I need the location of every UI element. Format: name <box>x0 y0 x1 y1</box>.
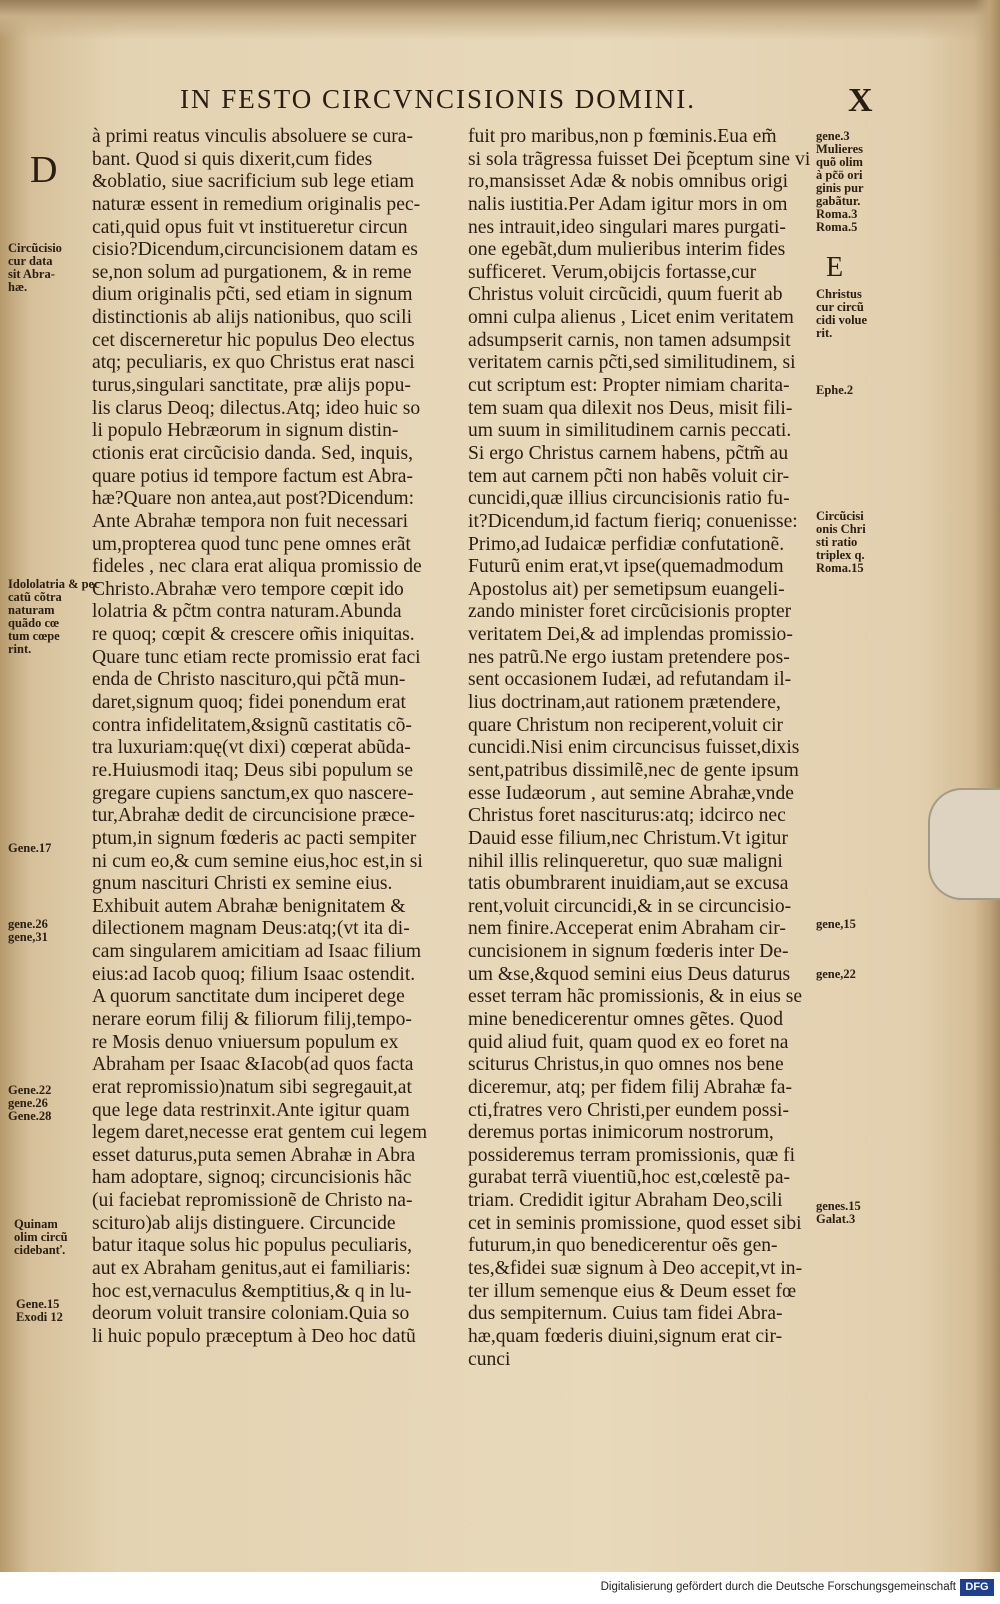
marginal-note-line: gene,15 <box>816 917 856 931</box>
folio-number: X <box>848 82 873 119</box>
text-line: um &se,&quod semini eius Deus daturus <box>468 963 791 985</box>
text-line: hæ,quam fœderis diuini,signum erat cir- <box>468 1325 783 1347</box>
marginal-note <box>816 918 856 931</box>
text-line: sciturо)ab alijs distinguere. Circuncide <box>92 1212 396 1234</box>
marginal-note <box>8 1084 51 1123</box>
text-line: esset terram hãc promissionis, & in eius se <box>468 986 803 1008</box>
text-line: cati,quid opus fuit vt institueretur circun <box>92 216 408 238</box>
text-line: A quorum sanctitate dum inciperet dege <box>92 986 405 1008</box>
marginal-note <box>816 384 853 397</box>
text-line: um,propterea quod tunc pene omnes erãt <box>92 533 411 555</box>
section-marker-e: E <box>826 252 844 283</box>
text-line: ctionis erat circũcisio danda. Sed, inquis, <box>92 442 414 464</box>
text-line: eius:ad Iacob quoq; filium Isaac ostendit. <box>92 963 416 985</box>
text-line: sciturus Christus,in quo omnes nos bene <box>468 1054 784 1076</box>
text-line: li huic populo præceptum à Deo hoc datũ <box>92 1325 416 1347</box>
text-line: sent occasionem Iudæi, ad refutandam il- <box>468 669 792 691</box>
marginal-note-line: quãdo cœ <box>8 616 60 630</box>
marginal-note-line: gene,31 <box>8 930 48 944</box>
marginal-note-line: Gene.22 <box>8 1083 52 1097</box>
text-line: naturæ essent in remedium originalis pec- <box>92 193 421 215</box>
text-line: (ui faciebat repromissionẽ de Christo na- <box>92 1190 413 1212</box>
marginal-note-line: Exodi 12 <box>16 1310 63 1324</box>
text-line: legem daret,necesse erat gentem cui legem <box>92 1122 428 1144</box>
marginal-note-line: tum cœpe <box>8 629 60 643</box>
text-line: nem finire.Acceperat enim Abraham cir- <box>468 918 786 940</box>
marginal-note <box>816 510 866 575</box>
text-line: &oblatio, siue sacrificium sub lege etiam <box>92 171 415 193</box>
footer-bar <box>0 1572 1000 1604</box>
text-line: adsumpserit carnis, non tamen adsumpsit <box>468 329 791 351</box>
marginal-note-line: Christus <box>816 287 862 301</box>
marginal-note <box>8 842 51 855</box>
marginal-note-line: triplex q. <box>816 548 865 562</box>
marginal-note <box>816 968 856 981</box>
text-line: gregare cupiens sanctum,ex quo nascere- <box>92 782 414 804</box>
text-line: deremus portas inimicorum nostrorum, <box>468 1122 774 1144</box>
text-line: tra luxuriam:quę(vt dixi) cœperat abũda- <box>92 737 411 759</box>
marginal-note-line: Ephe.2 <box>816 383 854 397</box>
marginal-note-line: sit Abra- <box>8 267 55 281</box>
marginal-note-line: Circũcisi <box>816 509 864 523</box>
text-line: Christus voluit circũcidi, quum fuerit ab <box>468 284 783 306</box>
text-line: cuncidi.Nisi enim circuncisus fuisset,dixis <box>468 737 800 759</box>
text-line: um suum in similitudinem carnis peccati. <box>468 420 792 442</box>
text-line: fuit pro maribus,non p fœminis.Eua em̃ <box>468 126 777 147</box>
text-line: distinctionis ab alijs nationibus, quo scili <box>92 307 413 329</box>
text-line: nes patrũ.Ne ergo iustam pretendere pos- <box>468 646 790 668</box>
marginal-note-line: Gene.28 <box>8 1109 52 1123</box>
marginal-note-line: hæ. <box>8 280 28 294</box>
text-line: mine benedicerentur omnes gẽtes. Quod <box>468 1008 784 1030</box>
marginal-note <box>816 130 864 234</box>
text-line: dilectionem magnam Deus:atq;(vt ita di- <box>92 918 410 940</box>
text-line: à primi reatus vinculis absoluere se cura- <box>92 126 414 147</box>
text-line: esset daturus,puta semen Abrahæ in Abra <box>92 1144 416 1166</box>
text-line: Primo,ad Iudaicæ perfidiæ confutationẽ. <box>468 533 785 555</box>
page-clip-tab <box>928 788 1000 900</box>
marginal-note-line: Idololatria & pec <box>8 577 100 591</box>
text-line: Dauid esse filium,nec Christum.Vt igitur <box>468 827 788 849</box>
text-line: dium originalis pc̃ti, sed etiam in signum <box>92 284 413 306</box>
marginal-note <box>8 918 48 944</box>
text-line: Si ergo Christus carnem habens, pc̃tm̃ au <box>468 442 789 464</box>
running-head: IN FESTO CIRCVNCISIONIS DOMINI. <box>180 84 697 114</box>
text-line: tur,Abrahæ dedit de circuncisione præce- <box>92 805 415 827</box>
text-line: gurabat terrã viuentiũ,hoc est,cœlestẽ pa- <box>468 1167 791 1189</box>
marginal-note-line: cidi volue <box>816 313 868 327</box>
page-right-shadow <box>974 0 1000 1572</box>
text-line: veritatem Dei,& ad implendas promissio- <box>468 624 793 646</box>
text-line: tes,&fidei suæ signum à Deo accepit,vt in- <box>468 1258 803 1280</box>
marginal-note-line: gene,22 <box>816 967 856 981</box>
text-line: atq; peculiaris, ex quo Christus erat nasci <box>92 352 415 374</box>
text-line: Exhibuit autem Abrahæ benignitatem & <box>92 895 406 917</box>
marginal-note-line: Roma.3 <box>816 207 858 221</box>
marginal-note-line: Gene.15 <box>16 1297 60 1311</box>
marginal-note-line: quõ olim <box>816 155 863 169</box>
text-line: cuncisionem in signum fœderis inter De- <box>468 941 789 963</box>
text-line: nalis iustitia.Per Adam igitur mors in om <box>468 193 788 215</box>
marginal-note-line: rit. <box>816 326 833 340</box>
right-text-column <box>468 126 828 1371</box>
text-line: lius doctrinam,aut rationem prætendere, <box>468 692 781 714</box>
text-line: nihil illis relinqueretur, quo suæ maligni <box>468 850 783 872</box>
text-line: que lege data restrinxit.Ante igitur quam <box>92 1099 410 1121</box>
text-line: hæ?Quare non antea,aut post?Dicendum: <box>92 488 415 510</box>
text-line: one egebãt,dum mulieribus interim fides <box>468 239 786 261</box>
text-line: cisio?Dicendum,circuncisionem datam es <box>92 239 418 261</box>
text-line: Apostolus ait) per semetipsum euangeli- <box>468 578 785 600</box>
text-line: ter illum semenque eius & Deum esset fœ <box>468 1280 797 1302</box>
marginal-note <box>8 578 100 656</box>
marginal-note-line: gene.3 <box>816 129 850 143</box>
text-line: se,non solum ad purgationem, & in reme <box>92 261 412 283</box>
text-line: cti,fratres vero Christi,per eundem possi- <box>468 1099 790 1121</box>
text-line: ptum,in signum fœderis ac pacti sempiter <box>92 827 417 849</box>
text-line: re.Huiusmodi itaq; Deus sibi populum se <box>92 759 414 781</box>
marginal-note-line: à pc̃ö ori <box>816 168 863 182</box>
text-line: tem aut carnem pc̃ti non habẽs voluit cir- <box>468 465 790 487</box>
text-line: re quoq; cœpit & crescere om̃is iniquitas. <box>92 624 415 646</box>
text-line: futurum,in quo benedicerentur oẽs gen- <box>468 1235 778 1257</box>
marginal-note-line: genes.15 <box>816 1199 861 1213</box>
section-marker-d: D <box>30 149 58 191</box>
text-line: cuncidi,quæ illius circuncisionis ratio fu- <box>468 488 790 510</box>
text-line: veritatem carnis pc̃ti,sed similitudinem, si <box>468 352 796 374</box>
text-line: quare potius id tempore factum est Abra- <box>92 465 414 487</box>
marginal-note-line: cidebanť. <box>14 1243 66 1257</box>
text-line: sent,patribus dissimilẽ,nec de gente ipsum <box>468 759 799 781</box>
text-line: contra infidelitatem,&signũ castitatis cõ- <box>92 714 412 736</box>
marginal-note-line: rint. <box>8 642 32 656</box>
text-line: Quare tunc etiam recte promissio erat faci <box>92 646 421 668</box>
text-line: Futurũ enim erat,vt ipse(quemadmodum <box>468 556 784 578</box>
text-line: cet in seminis promissione, quod esset sibi <box>468 1212 802 1234</box>
text-line: esse Iudæorum , aut semine Abrahæ,vnde <box>468 782 794 804</box>
text-line: enda de Christo nascituro,qui pc̃tã mun- <box>92 669 406 691</box>
marginal-note <box>8 242 62 294</box>
marginal-note <box>16 1298 63 1324</box>
marginal-note-line: gene.26 <box>8 1096 48 1110</box>
text-line: tem suam qua dilexit nos Deus, misit fili- <box>468 397 793 419</box>
text-line: fideles , nec clara erat aliqua promissio de <box>92 556 422 578</box>
text-line: zando minister foret circũcisionis propter <box>468 601 792 623</box>
left-text-column <box>92 126 452 1349</box>
text-line: cut scriptum est: Propter nimiam charita- <box>468 375 790 397</box>
text-line: rent,voluit circuncidi,& in se circuncisio- <box>468 895 792 917</box>
marginal-note <box>816 1200 861 1226</box>
text-line: li populo Hebræorum in signum distin- <box>92 420 399 442</box>
marginal-note-line: Roma.15 <box>816 561 864 575</box>
text-line: Ante Abrahæ tempora non fuit necessari <box>92 510 409 532</box>
dfg-logo: DFG <box>960 1579 994 1596</box>
marginal-note-line: sti ratio <box>816 535 858 549</box>
marginal-note-line: Galat.3 <box>816 1212 856 1226</box>
text-line: quid aliud fuit, quam quod ex eo foret na <box>468 1031 789 1053</box>
text-line: possideremus terram promissionis, quæ fi <box>468 1144 796 1166</box>
text-line: ni cum eo,& cum semine eius,hoc est,in si <box>92 850 423 872</box>
text-line: ham adoptare, signoq; circuncisionis hãc <box>92 1167 412 1189</box>
marginal-note-line: onis Chri <box>816 522 866 536</box>
text-line: nerare eorum filij & filiorum filij,tempo- <box>92 1008 412 1030</box>
text-line: dus sempiternum. Cuius tam fidei Abra- <box>468 1303 783 1325</box>
marginal-note-line: catũ cõtra <box>8 590 62 604</box>
text-line: ro,mansisset Adæ & nobis omnibus origi <box>468 171 789 193</box>
marginal-note-line: Circũcisio <box>8 241 62 255</box>
marginal-note-line: Quinam <box>14 1217 58 1231</box>
text-line: erat repromissio)natum sibi segregauit,at <box>92 1076 412 1098</box>
text-line: daret,signum quoq; fidei ponendum erat <box>92 692 406 714</box>
text-line: re Mosis denuo vniuersum populum ex <box>92 1031 399 1053</box>
marginal-note <box>816 288 867 340</box>
marginal-note-line: olim circũ <box>14 1230 68 1244</box>
marginal-note-line: gene.26 <box>8 917 48 931</box>
text-line: it?Dicendum,id factum fieriq; conuenisse: <box>468 510 798 532</box>
text-line: cet discerneretur hic populus Deo electus <box>92 329 415 351</box>
text-line: bant. Quod si quis dixerit,cum fides <box>92 148 373 170</box>
text-line: si sola trãgressa fuisset Dei p̃ceptum sine vi <box>468 148 811 170</box>
marginal-note-line: gabãtur. <box>816 194 861 208</box>
text-line: sufficeret. Verum,obijcis fortasse,cur <box>468 261 757 283</box>
text-line: Christo.Abrahæ vero tempore cœpit ido <box>92 578 404 600</box>
text-line: triam. Credidit igitur Abraham Deo,scili <box>468 1190 783 1212</box>
marginal-note-line: Mulieres <box>816 142 863 156</box>
text-line: deorum voluit transire coloniam.Quia so <box>92 1303 410 1325</box>
text-line: omni culpa alienus , Licet enim veritatem <box>468 307 794 329</box>
text-line: Abraham per Isaac &Iacob(ad quos facta <box>92 1054 414 1076</box>
marginal-note-line: Gene.17 <box>8 841 52 855</box>
text-line: quare Christum non reciperent,voluit cir <box>468 714 784 736</box>
text-line: gnum nascituri Christi ex semine eius. <box>92 873 393 895</box>
text-line: diceremur, atq; per fidem filij Abrahæ fa- <box>468 1076 793 1098</box>
text-line: nes intrauit,ideo singulari mares purgati- <box>468 216 786 238</box>
text-line: tatis obumbrarent inuidiam,aut se excusa <box>468 873 789 895</box>
marginal-note-line: ginis pur <box>816 181 864 195</box>
text-line: hoc est,vernaculus &emptitius,& q in lu- <box>92 1280 412 1302</box>
text-line: cunci <box>468 1348 511 1370</box>
text-line: batur itaque solus hic populus peculiaris, <box>92 1235 412 1257</box>
funding-credit: Digitalisierung gefördert durch die Deutsche Forschungsgemeinschaft <box>600 1581 956 1593</box>
text-line: Christus foret nasciturus:atq; idcirco nec <box>468 805 786 827</box>
marginal-note-line: naturam <box>8 603 55 617</box>
text-line: cam singularem amicitiam ad Isaac filium <box>92 941 422 963</box>
text-line: turus,singulari sanctitate, præ alijs popu- <box>92 375 411 397</box>
text-line: lolatria & pc̃tm contra naturam.Abunda <box>92 601 402 623</box>
text-line: lis clarus Deoq; dilectus.Atq; ideo huic so <box>92 397 421 419</box>
text-line: aut ex Abraham genitus,aut ei familiaris: <box>92 1258 411 1280</box>
page-top-shadow <box>0 0 1000 40</box>
marginal-note-line: cur circũ <box>816 300 864 314</box>
marginal-note-line: cur data <box>8 254 53 268</box>
marginal-note-line: Roma.5 <box>816 220 858 234</box>
marginal-note <box>14 1218 68 1257</box>
